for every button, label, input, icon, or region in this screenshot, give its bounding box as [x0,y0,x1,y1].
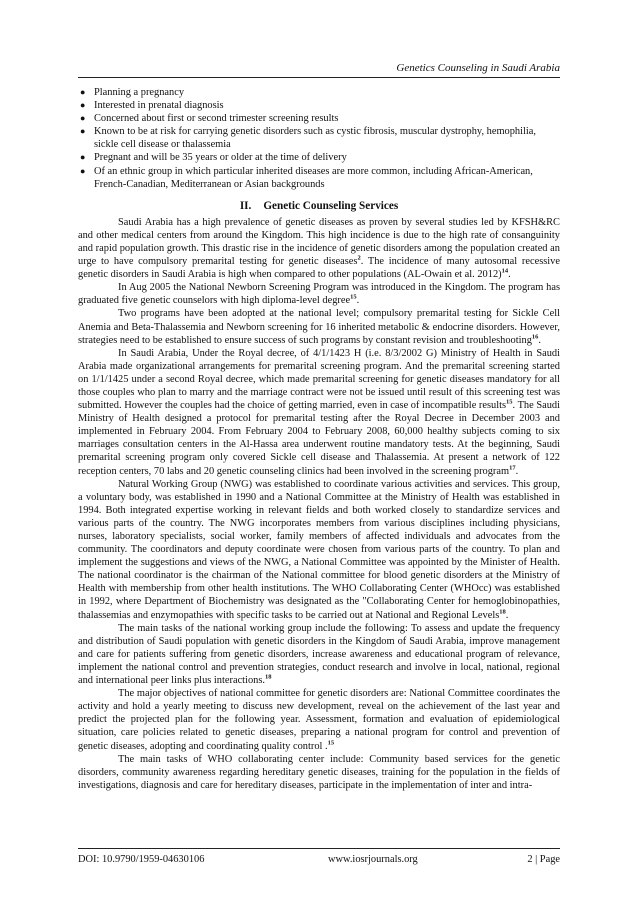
footer-rule [78,848,560,849]
bullet-icon: ● [80,100,86,111]
paragraph-4: In Saudi Arabia, Under the Royal decree, of 4/1/1423 H (i.e. 8/3/2002 G) Ministry of Health in Saudi Arabia made organizational arrangements for premarital screening program. And the premarital screening started on 1/1/1425 under a second Royal decree, which made premarital screening for genetic diseases mandatory for all those couples who plan to marry and the marriage contract were not be issued until result of this screening test was submitted. However the couples had the choice of getting married, even in case of incompatible results$^{15}$. The Saudi Ministry of Health designed a protocol for premarital testing after the Royal Decree in December 2003 and implemented in February 2004. From February 2004 to February 2008, 60,000 healthy subjects coming to six marriages consultation centers in the Al-Hassa area underwent routine mandatory tests. At the beginning, Saudi premarital screening program only covered Sickle cell disease and Thalassemia. At present a network of 122 reception centers, 70 labs and 20 genetic counseling clinics had been involved in the screening program$^{17}$. [78,347,560,477]
paragraph-5: Natural Working Group (NWG) was established to coordinate various activities and services. This group, a voluntary body, was established in 1990 and a National Committee at the Ministry of Health was established in 1994. Both integrated expertise working in relevant fields and both worked closely to standardize services and various parts of the country. The NWG incorporates members from various disciplines including physicians, nurses, laboratory specialists, social worker, family members of affected individuals and advocates from the community. The coordinators and deputy coordinate were chosen from various parts of the country. To plan and implement the suggestions and views of the NWG, a National Committee was appointed by the Minister of Health. The national coordinator is the chairman of the National committee for blood genetic disorders at the Ministry of Health with membership from other health institutions. The WHO Collaborating Center (WHOcc) was established in 1992, where Department of Biochemistry was designated as the "Collaborating Center for hemoglobinopathies, thalassemias and enzymopathies with specific tasks to be carried out at National and Regional Levels$^{18}$. [78,478,560,621]
citation: 17 [509,464,516,472]
citation: 15 [506,398,513,406]
section-heading [78,199,560,213]
running-title: Genetics Counseling in Saudi Arabia [396,62,560,74]
bullet-icon: ● [80,113,86,124]
bullet-icon: ● [80,165,86,176]
citation: 18 [264,673,272,681]
list-item: ● Interested in prenatal diagnosis [80,100,224,112]
bullet-icon: ● [80,152,86,163]
citation: 16 [531,333,539,341]
body-content [78,86,560,792]
footer-page-number: 2 | Page [527,854,560,865]
section-number: II. [239,199,252,212]
footer-doi: DOI: 10.9790/1959-04630106 [78,854,205,865]
paragraph-2: In Aug 2005 the National Newborn Screening Program was introduced in the Kingdom. The program has graduated five genetic counselors with high diploma-level degree$^{15}$. [78,282,560,307]
section-title: Genetic Counseling Services [263,199,399,212]
list-item: ● Pregnant and will be 35 years or older at the time of delivery [80,152,347,164]
citation: 15 [327,739,335,747]
list-item: ● Concerned about first or second trimester screening results [80,113,339,125]
citation: 15 [350,293,357,301]
paragraph-3: Two programs have been adopted at the national level; compulsory premarital testing for Sickle Cell Anemia and Beta-Thalassemia and Newborn screening for 16 inherited metabolic & endocrine disorders. However, strategies need to be established to ensure success of such programs by constant revision and troubleshooting$^{16}$. [78,308,560,346]
footer-website: www.iosrjournals.org [328,854,418,865]
citation: 14 [501,267,509,275]
paragraph-8: The main tasks of WHO collaborating center include: Community based services for the genetic disorders, community awareness regarding hereditary genetic diseases, training for the population in the fields of investigations, diagnosis and care for hereditary diseases, participate in the implementation of inter and intra- [78,753,560,791]
paragraph-7: The major objectives of national committee for genetic disorders are: National Committee coordinates the activity and hold a yearly meeting to discuss new development, reveal on the achievement of the last year and predict the projected plan for the following year. Assessment, formation and evaluation of epidemiological situation, care policies related to genetic diseases, preparing a national program for control and prevention of genetic diseases, adopting and coordinating quality control .$^{15}$ [78,688,560,752]
list-item: ● Known to be at risk for carrying genetic disorders such as cystic fibrosis, muscular dystrophy, hemophilia, sickle cell disease or thalassemia [80,126,536,151]
citation: 2 [357,254,361,262]
bullet-icon: ● [80,87,86,97]
bullet-list [78,86,560,191]
bullet-icon: ● [80,126,86,137]
paragraph-1: Saudi Arabia has a high prevalence of genetic diseases as proven by several studies led by KFSH&RC and other medical centers from around the Kingdom. This high incidence is due to the high rate of consanguinity and rapid population growth. This drastic rise in the incidence of genetic disorders among the population created an urge to have compulsory premarital testing for genetic diseases$^2$. The incidence of many autosomal recessive genetic disorders in Saudi Arabia is high when compared to other populations (AL-Owain et al. 2012)$^{14}$. [78,216,560,281]
list-item: ● Planning a pregnancy [80,87,185,98]
list-item: ● Of an ethnic group in which particular inherited diseases are more common, including African-American, French-Canadian, Mediterranean or Asian backgrounds [80,165,533,190]
header-rule [78,77,560,78]
paragraph-6: The main tasks of the national working group include the following: To assess and update the frequency and distribution of Saudi population with genetic disorders in the Kingdom of Saudi Arabia, improve management and care for patients suffering from genetic disorders, increase awareness and educational program of relevance, implement the national control and prevention strategies, conduct research and involve in local, national, regional and international peer links plus interactions.$^{18}$ [78,622,560,687]
citation: 18 [499,608,506,616]
